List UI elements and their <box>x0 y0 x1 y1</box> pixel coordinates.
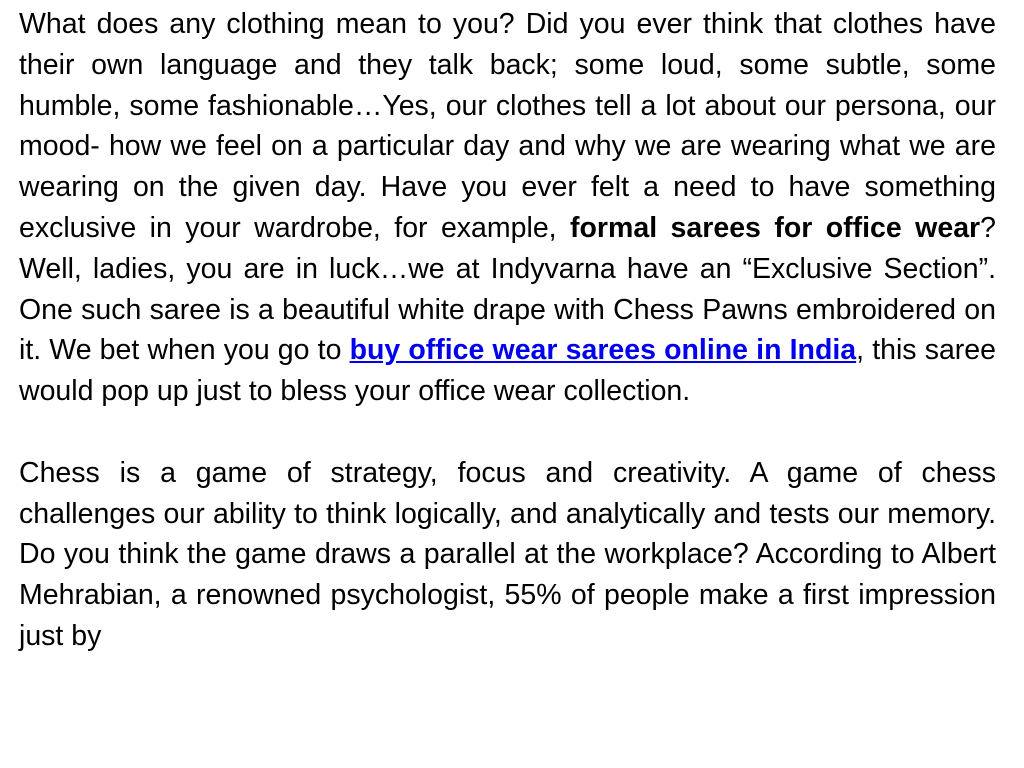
paragraph-clothing-middle: ? Well, ladies, you are in luck…we at Indyvarna have an “Exclusive Section”. One such saree is a beautiful white drape with Chess Pawns embroidered on it. We bet when you go to <box>19 211 996 367</box>
document-page <box>19 4 996 657</box>
paragraph-clothing-end: , this saree would pop up just to bless your office wear collection. <box>19 334 996 408</box>
paragraph-chess <box>19 453 996 657</box>
buy-office-wear-sarees-link[interactable]: buy office wear sarees online in India <box>349 334 857 367</box>
bold-keyword-formal-sarees: formal sarees for office wear <box>570 211 981 244</box>
paragraph-clothing <box>19 4 996 412</box>
paragraph-chess-text: Chess is a game of strategy, focus and creativity. A game of chess challenges our ability to think logically, and analytically and tests our memory. Do you think the game draws a parallel at the workplace? According to Albert Mehrabian, a renowned psychologist, 55% of people make a first impression just by <box>19 456 996 652</box>
paragraph-clothing-intro: What does any clothing mean to you? Did you ever think that clothes have their own language and they talk back; some loud, some subtle, some humble, some fashionable…Yes, our clothes tell a lot about our persona, our mood- how we feel on a particular day and why we are wearing what we are wearing on the given day. Have you ever felt a need to have something exclusive in your wardrobe, for example, <box>19 8 996 244</box>
